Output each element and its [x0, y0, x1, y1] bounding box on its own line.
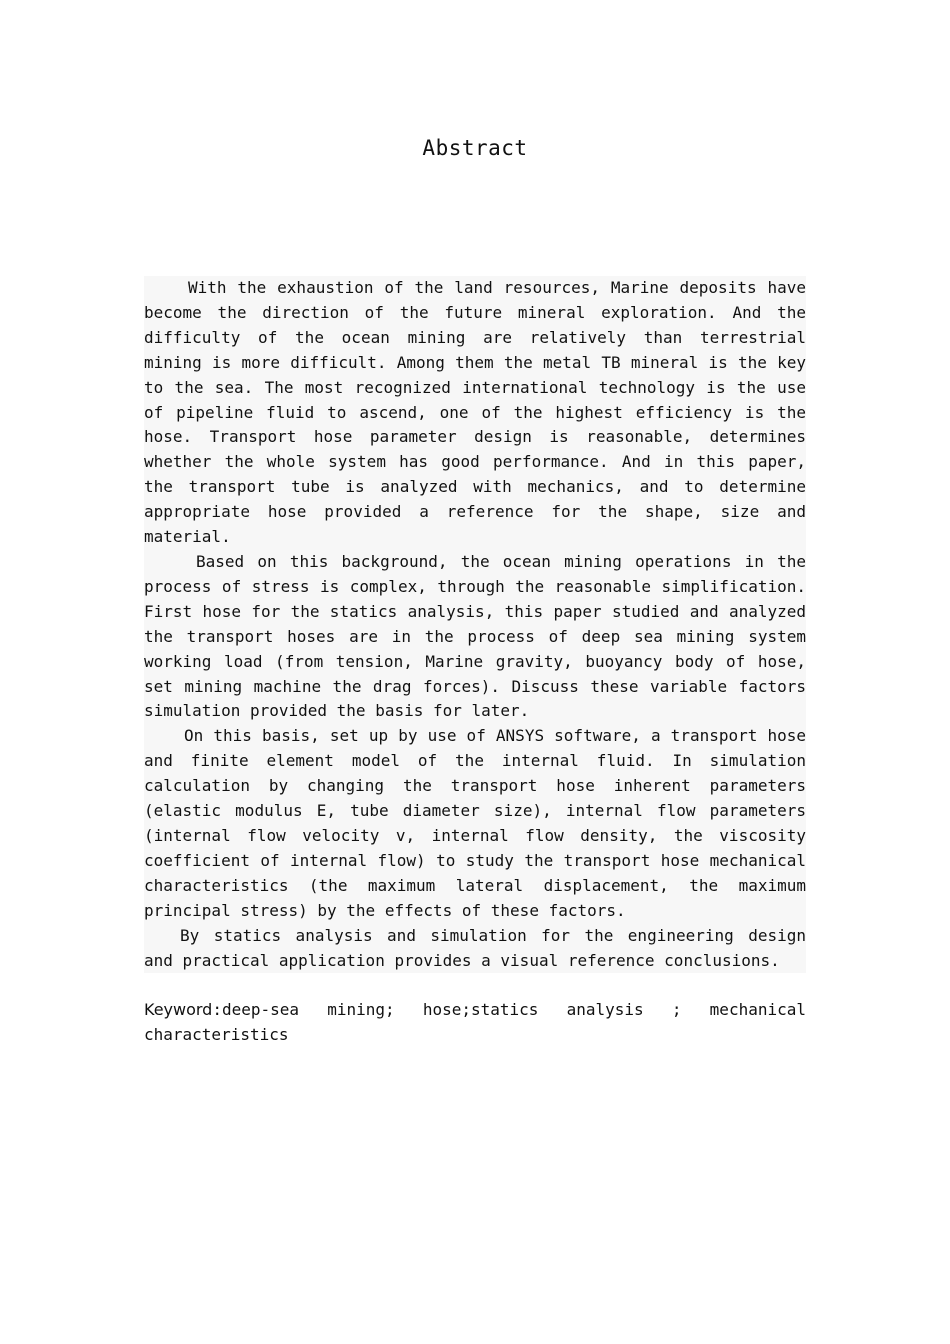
abstract-section-2	[144, 550, 806, 973]
abstract-title: Abstract	[422, 136, 528, 160]
abstract-section-1	[144, 276, 806, 550]
abstract-paragraph-3: On this basis, set up by use of ANSYS software, a transport hose and finite element model of the internal fluid. In simulation calculation by changing the transport hose inherent parameters (elastic modulus E, tube diameter size), internal flow parameters (internal flow velocity v, internal flow density, the viscosity coefficient of internal flow) to study the transport hose mechanical characteristics (the maximum lateral displacement, the maximum principal stress) by the effects of these factors.	[144, 724, 806, 923]
abstract-paragraph-2: Based on this background, the ocean mining operations in the process of stress is complex, through the reasonable simplification. First hose for the statics analysis, this paper studied and analyzed the transport hoses are in the process of deep sea mining system working load (from tension, Marine gravity, buoyancy body of hose, set mining machine the drag forces). Discuss these variable factors simulation provided the basis for later.	[144, 550, 806, 724]
keyword-label: Keyword	[144, 1000, 213, 1019]
abstract-paragraph-4: By statics analysis and simulation for the engineering design and practical application provides a visual reference conclusions.	[144, 924, 806, 974]
keyword-line	[144, 998, 806, 1048]
abstract-paragraph-1: With the exhaustion of the land resources, Marine deposits have become the direction of the future mineral exploration. And the difficulty of the ocean mining are relatively than terrestrial mining is more difficult. Among them the metal TB mineral is the key to the sea. The most recognized international technology is the use of pipeline fluid to ascend, one of the highest efficiency is the hose. Transport hose parameter design is reasonable, determines whether the whole system has good performance. And in this paper, the transport tube is analyzed with mechanics, and to determine appropriate hose provided a reference for the shape, size and material.	[144, 276, 806, 550]
keyword-list: :deep-sea mining; hose;statics analysis ; mechanical characteristics	[144, 1000, 806, 1044]
